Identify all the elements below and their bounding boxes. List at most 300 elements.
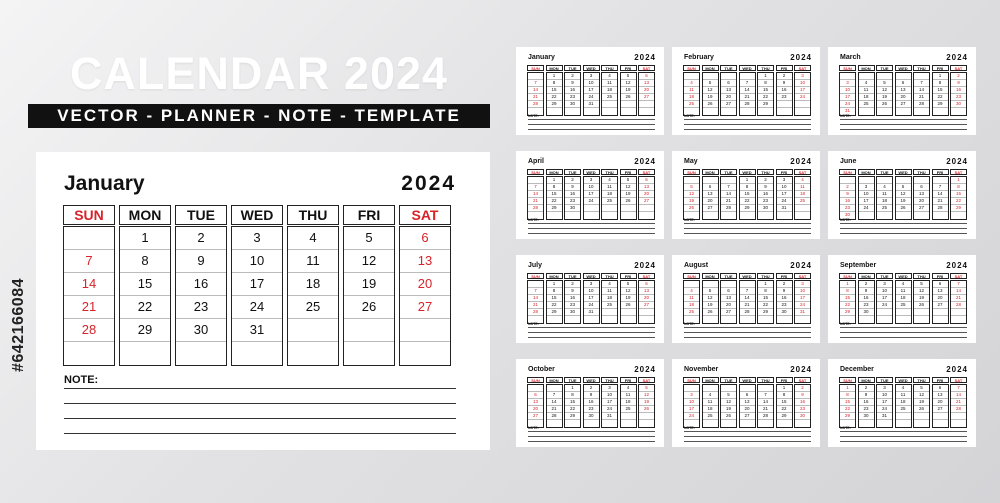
day-cell	[933, 177, 948, 184]
day-cell: 25	[684, 309, 699, 316]
note-line	[840, 228, 967, 229]
day-cell: 24	[795, 94, 810, 101]
day-cell: 7	[951, 385, 966, 392]
day-cell: 2	[777, 281, 792, 288]
day-cell: 9	[859, 392, 874, 399]
day-cell: 5	[914, 281, 929, 288]
day-cell: 20	[933, 399, 948, 406]
day-cell	[547, 212, 562, 219]
day-column	[932, 384, 949, 428]
day-cell: 12	[621, 288, 636, 295]
day-cell	[684, 281, 699, 288]
day-cell	[795, 108, 810, 115]
day-cell: 9	[951, 80, 966, 87]
month-name: May	[684, 158, 698, 165]
day-cell	[933, 108, 948, 115]
day-cell: 13	[639, 288, 654, 295]
day-cell: 1	[840, 281, 855, 288]
day-cell: 22	[933, 94, 948, 101]
note-line	[528, 332, 655, 333]
day-cell: 20	[639, 295, 654, 302]
note-line	[528, 233, 655, 234]
day-cell: 25	[859, 101, 874, 108]
day-cell: 11	[602, 80, 617, 87]
day-cell: 19	[344, 273, 394, 296]
day-cell: 27	[400, 296, 450, 319]
day-cell	[758, 316, 773, 323]
day-column	[564, 384, 581, 428]
day-cell: 18	[877, 198, 892, 205]
day-cell: 3	[795, 73, 810, 80]
day-cell	[896, 309, 911, 316]
day-cell: 4	[602, 281, 617, 288]
day-cell	[703, 420, 718, 427]
day-cell	[565, 108, 580, 115]
note-line	[64, 388, 456, 389]
weekday-header-row	[527, 377, 655, 383]
day-column	[839, 280, 856, 324]
note-line	[64, 433, 456, 434]
weekday-sat: SAT	[950, 169, 967, 175]
day-cell	[877, 108, 892, 115]
day-cell: 19	[621, 295, 636, 302]
weekday-sat: SAT	[638, 273, 655, 279]
weekday-header-row	[63, 205, 455, 225]
day-cell: 17	[584, 295, 599, 302]
day-cell: 30	[176, 319, 226, 342]
note-label: NOTE:	[840, 426, 851, 430]
day-cell: 27	[639, 198, 654, 205]
day-column	[720, 72, 737, 116]
day-cell: 5	[896, 184, 911, 191]
day-cell	[584, 205, 599, 212]
day-cell	[795, 205, 810, 212]
day-cell: 12	[914, 392, 929, 399]
day-cell	[914, 309, 929, 316]
day-cell: 9	[176, 250, 226, 273]
weekday-sun: SUN	[839, 377, 856, 383]
day-column	[913, 176, 930, 220]
day-cell	[621, 101, 636, 108]
day-cell: 19	[877, 94, 892, 101]
day-cell: 21	[740, 302, 755, 309]
day-cell: 13	[639, 184, 654, 191]
weekday-wed: WED	[895, 273, 912, 279]
day-column	[546, 384, 563, 428]
weekday-sat: SAT	[638, 169, 655, 175]
day-cell	[721, 108, 736, 115]
day-cell: 3	[840, 80, 855, 87]
day-cell: 4	[795, 177, 810, 184]
day-cell	[621, 316, 636, 323]
day-cell: 10	[684, 399, 699, 406]
day-column	[950, 176, 967, 220]
day-column	[638, 280, 655, 324]
month-card-september	[828, 255, 976, 343]
day-cell	[840, 177, 855, 184]
weekday-sat: SAT	[950, 65, 967, 71]
day-cell: 20	[703, 198, 718, 205]
day-cell	[721, 212, 736, 219]
day-cell: 8	[933, 80, 948, 87]
day-cell: 28	[933, 205, 948, 212]
day-cell	[951, 108, 966, 115]
day-cell: 7	[740, 80, 755, 87]
day-cell: 2	[565, 177, 580, 184]
day-cell: 8	[777, 392, 792, 399]
note-label: NOTE:	[528, 114, 539, 118]
day-cell	[933, 212, 948, 219]
weekday-tue: TUE	[876, 377, 893, 383]
day-cell: 1	[758, 281, 773, 288]
day-cell	[528, 281, 543, 288]
month-card-october	[516, 359, 664, 447]
day-cell: 31	[602, 413, 617, 420]
day-cell: 18	[621, 399, 636, 406]
day-cell: 11	[703, 399, 718, 406]
day-column	[119, 226, 171, 366]
weekday-fri: FRI	[932, 169, 949, 175]
day-column	[858, 384, 875, 428]
weekday-thu: THU	[757, 65, 774, 71]
weekday-header-row	[527, 65, 655, 71]
day-cell: 23	[951, 94, 966, 101]
day-cell: 1	[933, 73, 948, 80]
day-cell: 9	[859, 288, 874, 295]
note-line	[684, 228, 811, 229]
day-column	[564, 280, 581, 324]
day-cell: 21	[528, 302, 543, 309]
day-cell	[565, 420, 580, 427]
day-cell	[758, 385, 773, 392]
day-cell	[639, 108, 654, 115]
day-cell: 17	[795, 87, 810, 94]
day-cell: 24	[859, 205, 874, 212]
day-column	[683, 280, 700, 324]
day-cell	[795, 316, 810, 323]
day-cell: 10	[795, 80, 810, 87]
day-cell: 18	[684, 94, 699, 101]
day-cell	[703, 108, 718, 115]
day-cell	[740, 108, 755, 115]
day-cell: 15	[840, 399, 855, 406]
day-cell: 21	[951, 399, 966, 406]
day-cell: 20	[896, 94, 911, 101]
note-line	[840, 431, 967, 432]
day-cell: 7	[547, 392, 562, 399]
day-cell: 18	[602, 295, 617, 302]
day-cell: 25	[621, 406, 636, 413]
day-cell	[914, 420, 929, 427]
day-cell: 9	[565, 184, 580, 191]
day-cell	[951, 420, 966, 427]
day-column	[776, 176, 793, 220]
day-cell	[914, 73, 929, 80]
day-cell	[859, 108, 874, 115]
day-column	[858, 280, 875, 324]
day-cell	[120, 342, 170, 365]
day-column	[527, 72, 544, 116]
day-column	[638, 72, 655, 116]
note-line	[840, 436, 967, 437]
day-cell: 15	[547, 191, 562, 198]
day-cell: 19	[703, 302, 718, 309]
day-cell	[565, 316, 580, 323]
day-cell: 16	[758, 191, 773, 198]
day-cell: 12	[639, 392, 654, 399]
day-cell: 6	[896, 80, 911, 87]
day-cell	[547, 108, 562, 115]
day-cell	[933, 413, 948, 420]
day-cell: 16	[795, 399, 810, 406]
day-column	[638, 384, 655, 428]
weekday-wed: WED	[583, 377, 600, 383]
day-cell: 12	[703, 87, 718, 94]
note-line	[840, 124, 967, 125]
day-cell	[896, 212, 911, 219]
note-label: NOTE:	[528, 322, 539, 326]
day-cell: 28	[547, 413, 562, 420]
day-cell: 13	[933, 392, 948, 399]
day-cell: 30	[584, 413, 599, 420]
weekday-fri: FRI	[620, 377, 637, 383]
day-cell: 13	[528, 399, 543, 406]
day-column	[776, 384, 793, 428]
day-cell: 11	[684, 87, 699, 94]
weekday-fri: FRI	[620, 169, 637, 175]
day-cell: 7	[951, 281, 966, 288]
day-cell	[344, 342, 394, 365]
note-label: NOTE:	[684, 114, 695, 118]
month-year: 2024	[946, 261, 968, 270]
day-cell: 12	[914, 288, 929, 295]
day-cell	[877, 420, 892, 427]
day-cell: 25	[877, 205, 892, 212]
day-cell: 1	[565, 385, 580, 392]
day-cell: 23	[565, 198, 580, 205]
day-cell: 12	[621, 184, 636, 191]
day-column	[620, 384, 637, 428]
day-cell: 13	[639, 80, 654, 87]
day-cell	[951, 316, 966, 323]
day-column	[546, 176, 563, 220]
day-cell: 8	[547, 184, 562, 191]
day-cell: 6	[721, 288, 736, 295]
day-cell	[547, 316, 562, 323]
day-column	[638, 176, 655, 220]
day-cell: 22	[547, 302, 562, 309]
day-grid	[527, 72, 655, 112]
day-cell: 14	[740, 87, 755, 94]
day-column	[876, 72, 893, 116]
month-year: 2024	[790, 261, 812, 270]
day-cell: 19	[621, 191, 636, 198]
day-cell: 12	[896, 191, 911, 198]
day-cell: 17	[232, 273, 282, 296]
day-cell: 27	[914, 205, 929, 212]
day-cell: 29	[547, 101, 562, 108]
day-column	[601, 280, 618, 324]
day-column	[950, 384, 967, 428]
day-cell: 21	[528, 198, 543, 205]
day-cell: 24	[584, 302, 599, 309]
day-column	[839, 176, 856, 220]
weekday-tue: TUE	[564, 169, 581, 175]
weekday-thu: THU	[601, 273, 618, 279]
day-cell: 21	[914, 94, 929, 101]
day-column	[794, 384, 811, 428]
day-cell: 24	[232, 296, 282, 319]
day-cell: 31	[584, 101, 599, 108]
day-cell	[777, 101, 792, 108]
weekday-mon: MON	[546, 377, 563, 383]
month-card-may	[672, 151, 820, 239]
note-line	[840, 223, 967, 224]
day-cell: 2	[584, 385, 599, 392]
day-cell: 20	[528, 406, 543, 413]
day-cell	[547, 420, 562, 427]
day-cell: 11	[602, 288, 617, 295]
day-cell	[914, 413, 929, 420]
day-column	[564, 72, 581, 116]
weekday-mon: MON	[702, 65, 719, 71]
day-column	[913, 280, 930, 324]
day-cell: 7	[528, 288, 543, 295]
weekday-thu: THU	[913, 169, 930, 175]
day-cell: 10	[584, 184, 599, 191]
day-cell: 8	[758, 80, 773, 87]
day-cell: 23	[758, 198, 773, 205]
day-cell	[896, 108, 911, 115]
day-column	[63, 226, 115, 366]
day-cell: 25	[703, 413, 718, 420]
day-cell: 2	[565, 73, 580, 80]
day-cell: 29	[840, 309, 855, 316]
day-cell: 6	[914, 184, 929, 191]
day-column	[683, 176, 700, 220]
featured-day-grid	[63, 226, 455, 363]
day-cell: 4	[621, 385, 636, 392]
weekday-tue: TUE	[564, 273, 581, 279]
day-cell: 9	[840, 191, 855, 198]
day-cell: 15	[740, 191, 755, 198]
day-cell: 10	[602, 392, 617, 399]
month-year: 2024	[634, 365, 656, 374]
day-cell: 20	[721, 302, 736, 309]
weekday-header-row	[839, 65, 967, 71]
day-cell: 14	[951, 392, 966, 399]
weekday-wed: WED	[583, 273, 600, 279]
day-column	[776, 280, 793, 324]
day-cell: 28	[914, 101, 929, 108]
day-cell	[602, 108, 617, 115]
weekday-thu: THU	[287, 205, 339, 225]
weekday-fri: FRI	[776, 377, 793, 383]
day-column	[913, 72, 930, 116]
day-cell: 29	[840, 413, 855, 420]
weekday-sat: SAT	[399, 205, 451, 225]
day-column	[839, 72, 856, 116]
note-line	[840, 332, 967, 333]
day-cell	[914, 108, 929, 115]
day-cell: 29	[758, 309, 773, 316]
note-line	[840, 327, 967, 328]
day-cell: 14	[951, 288, 966, 295]
day-cell: 25	[896, 406, 911, 413]
day-cell: 19	[896, 198, 911, 205]
day-cell: 3	[877, 385, 892, 392]
day-cell	[877, 177, 892, 184]
day-cell: 16	[840, 198, 855, 205]
weekday-mon: MON	[702, 377, 719, 383]
note-line	[684, 337, 811, 338]
day-grid	[839, 280, 967, 320]
day-cell: 24	[840, 101, 855, 108]
weekday-mon: MON	[702, 169, 719, 175]
day-cell	[740, 73, 755, 80]
day-cell: 4	[896, 385, 911, 392]
day-cell: 15	[840, 295, 855, 302]
day-cell	[896, 73, 911, 80]
weekday-tue: TUE	[175, 205, 227, 225]
day-cell	[896, 177, 911, 184]
note-line	[528, 129, 655, 130]
day-cell: 26	[684, 205, 699, 212]
day-column	[932, 280, 949, 324]
day-cell	[703, 73, 718, 80]
day-cell: 18	[859, 94, 874, 101]
day-cell: 14	[528, 87, 543, 94]
day-cell: 31	[844, 108, 850, 113]
day-cell: 23	[859, 406, 874, 413]
day-cell	[528, 177, 543, 184]
weekday-tue: TUE	[564, 65, 581, 71]
note-line	[684, 233, 811, 234]
day-column	[739, 72, 756, 116]
day-cell	[914, 212, 929, 219]
day-cell: 30	[758, 205, 773, 212]
day-cell	[740, 212, 755, 219]
note-line	[528, 119, 655, 120]
day-column	[527, 176, 544, 220]
day-cell: 11	[896, 288, 911, 295]
day-cell: 20	[740, 406, 755, 413]
day-grid	[527, 384, 655, 424]
day-cell: 19	[914, 399, 929, 406]
weekday-mon: MON	[858, 377, 875, 383]
day-cell: 17	[602, 399, 617, 406]
day-cell: 18	[288, 273, 338, 296]
day-cell: 20	[933, 295, 948, 302]
weekday-fri: FRI	[932, 65, 949, 71]
weekday-wed: WED	[231, 205, 283, 225]
note-line	[528, 124, 655, 125]
day-cell: 30	[859, 413, 874, 420]
weekday-header-row	[683, 273, 811, 279]
day-cell	[933, 420, 948, 427]
day-cell: 29	[951, 205, 966, 212]
day-column	[739, 384, 756, 428]
day-cell	[639, 420, 654, 427]
day-cell: 17	[584, 191, 599, 198]
day-cell: 12	[877, 87, 892, 94]
day-cell: 22	[565, 406, 580, 413]
weekday-fri: FRI	[932, 273, 949, 279]
weekday-header-row	[527, 169, 655, 175]
day-cell	[877, 316, 892, 323]
day-cell	[621, 205, 636, 212]
day-cell	[684, 385, 699, 392]
